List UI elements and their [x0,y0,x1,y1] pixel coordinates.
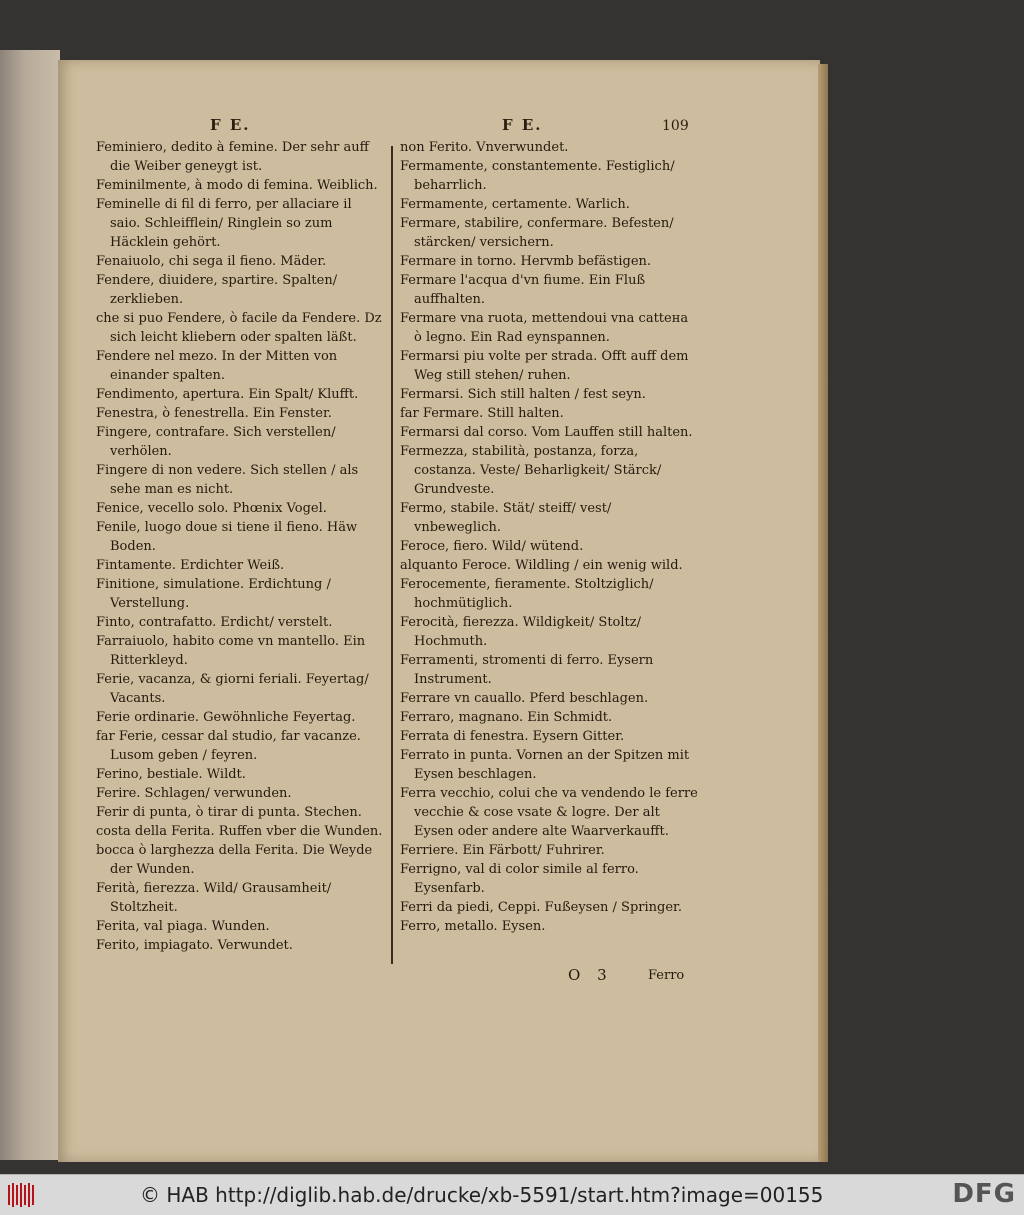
credit-link[interactable]: © HAB http://diglib.hab.de/drucke/xb-5591/start.htm?image=00155 [140,1183,824,1207]
dictionary-entry: Fenile, luogo doue si tiene il fieno. Häw Boden. [96,520,358,554]
dfg-logo: DFG [952,1179,1016,1209]
footer-banner [0,1174,1024,1215]
dictionary-entry: Ferita, val piaga. Wunden. [96,919,270,934]
dictionary-entry: Fenestra, ò fenestrella. Ein Fenster. [96,406,332,421]
dictionary-entry: Ferrato in punta. Vornen an der Spitzen mit Eysen beschlagen. [400,748,690,782]
dictionary-entry: Ferrare vn cauallo. Pferd beschlagen. [400,691,649,706]
dictionary-entry: Ferire. Schlagen/ verwunden. [96,786,292,801]
dictionary-entry: Fingere di non vedere. Sich stellen / als sehe man es nicht. [96,463,359,497]
dictionary-entry: Ferra vecchio, colui che va vendendo le ferre vecchie & cose vsate & logre. Der alt Eysen oder andere alte Waarverkaufft. [400,786,698,839]
dictionary-entry: Fenice, vecello solo. Phœnix Vogel. [96,501,327,516]
dictionary-entry: Feroce, fiero. Wild/ wütend. [400,539,584,554]
dictionary-entry: Feminiero, dedito à femine. Der sehr auff die Weiber geneygt ist. [96,140,369,174]
right-column [400,138,700,936]
dictionary-entry: Ferraro, magnano. Ein Schmidt. [400,710,613,725]
dictionary-entry: Fingere, contrafare. Sich verstellen/ verhölen. [96,425,336,459]
running-header-left: F E. [210,116,251,134]
dictionary-entry: Farraiuolo, habito come vn mantello. Ein Ritterkleyd. [96,634,366,668]
dictionary-entry: far Fermare. Still halten. [400,406,564,421]
signature-mark: O 3 [568,966,613,984]
previous-page-edge [0,50,60,1160]
dictionary-entry: alquanto Feroce. Wildling / ein wenig wild. [400,558,683,573]
dictionary-entry: Ferino, bestiale. Wildt. [96,767,246,782]
dictionary-entry: Fendere, diuidere, spartire. Spalten/ zerklieben. [96,273,338,307]
dictionary-entry: Fermamente, constantemente. Festiglich/ beharrlich. [400,159,675,193]
dictionary-entry: Ferri da piedi, Ceppi. Fußeysen / Springer. [400,900,682,915]
dictionary-entry: Fermare vna ruota, mettendoui vna catteна ò legno. Ein Rad eynspannen. [400,311,689,345]
dictionary-entry: Ferie, vacanza, & giorni feriali. Feyertag/ Vacants. [96,672,369,706]
dictionary-entry: Fermarsi. Sich still halten / fest seyn. [400,387,646,402]
book-page [58,60,820,1162]
dictionary-entry: Feminelle di fil di ferro, per allaciare il saio. Schleifflein/ Ringlein so zum Häcklein gehört. [96,197,352,250]
dictionary-entry: Fermamente, certamente. Warlich. [400,197,630,212]
dictionary-entry: Fermare, stabilire, confermare. Befesten/ stärcken/ versichern. [400,216,674,250]
dictionary-entry: non Ferito. Vnverwundet. [400,140,569,155]
dictionary-entry: Ferrata di fenestra. Eysern Gitter. [400,729,625,744]
dictionary-entry: Fermarsi piu volte per strada. Offt auff dem Weg still stehen/ ruhen. [400,349,689,383]
dictionary-entry: far Ferie, cessar dal studio, far vacanze. Lusom geben / feyren. [96,729,361,763]
dictionary-entry: Fenaiuolo, chi sega il fieno. Mäder. [96,254,327,269]
dictionary-entry: Ferità, fierezza. Wild/ Grausamheit/ Stoltzheit. [96,881,332,915]
dictionary-entry: Ferie ordinarie. Gewöhnliche Feyertag. [96,710,356,725]
hab-logo-icon [6,1181,36,1209]
dictionary-entry: Fintamente. Erdichter Weiß. [96,558,285,573]
page-number: 109 [662,118,689,134]
dictionary-entry: Ferir di punta, ò tirar di punta. Stechen. [96,805,362,820]
dictionary-entry: Ferito, impiagato. Verwundet. [96,938,293,953]
dictionary-entry: Ferramenti, stromenti di ferro. Eysern Instrument. [400,653,654,687]
page-edge [818,64,828,1162]
dictionary-entry: Fermezza, stabilità, postanza, forza, costanza. Veste/ Beharligkeit/ Stärck/ Grundveste. [400,444,662,497]
catchword: Ferro [648,968,685,983]
dictionary-entry: Fendimento, apertura. Ein Spalt/ Klufft. [96,387,359,402]
dictionary-entry: Ferrigno, val di color simile al ferro. Eysenfarb. [400,862,639,896]
dictionary-entry: Fermare in torno. Hervmb befästigen. [400,254,652,269]
dictionary-entry: Ferocità, fierezza. Wildigkeit/ Stoltz/ Hochmuth. [400,615,641,649]
dictionary-entry: Ferocemente, fieramente. Stoltziglich/ hochmütiglich. [400,577,654,611]
dictionary-entry: Finitione, simulatione. Erdichtung / Verstellung. [96,577,331,611]
dictionary-entry: Feminilmente, à modo di femina. Weiblich. [96,178,378,193]
running-header-right: F E. [502,116,543,134]
dictionary-entry: Fermo, stabile. Stät/ steiff/ vest/ vnbeweglich. [400,501,612,535]
dictionary-entry: bocca ò larghezza della Ferita. Die Weyde der Wunden. [96,843,373,877]
dictionary-entry: Ferro, metallo. Eysen. [400,919,546,934]
dictionary-entry: Fendere nel mezo. In der Mitten von einander spalten. [96,349,338,383]
left-column [96,138,386,955]
dictionary-entry: Ferriere. Ein Färbott/ Fuhrirer. [400,843,605,858]
column-divider [391,146,393,964]
dictionary-entry: Fermare l'acqua d'vn fiume. Ein Fluß auffhalten. [400,273,646,307]
dictionary-entry: costa della Ferita. Ruffen vber die Wunden. [96,824,383,839]
dictionary-entry: Finto, contrafatto. Erdicht/ verstelt. [96,615,333,630]
dictionary-entry: Fermarsi dal corso. Vom Lauffen still halten. [400,425,693,440]
dictionary-entry: che si puo Fendere, ò facile da Fendere. Dz sich leicht kliebern oder spalten läßt. [96,311,382,345]
